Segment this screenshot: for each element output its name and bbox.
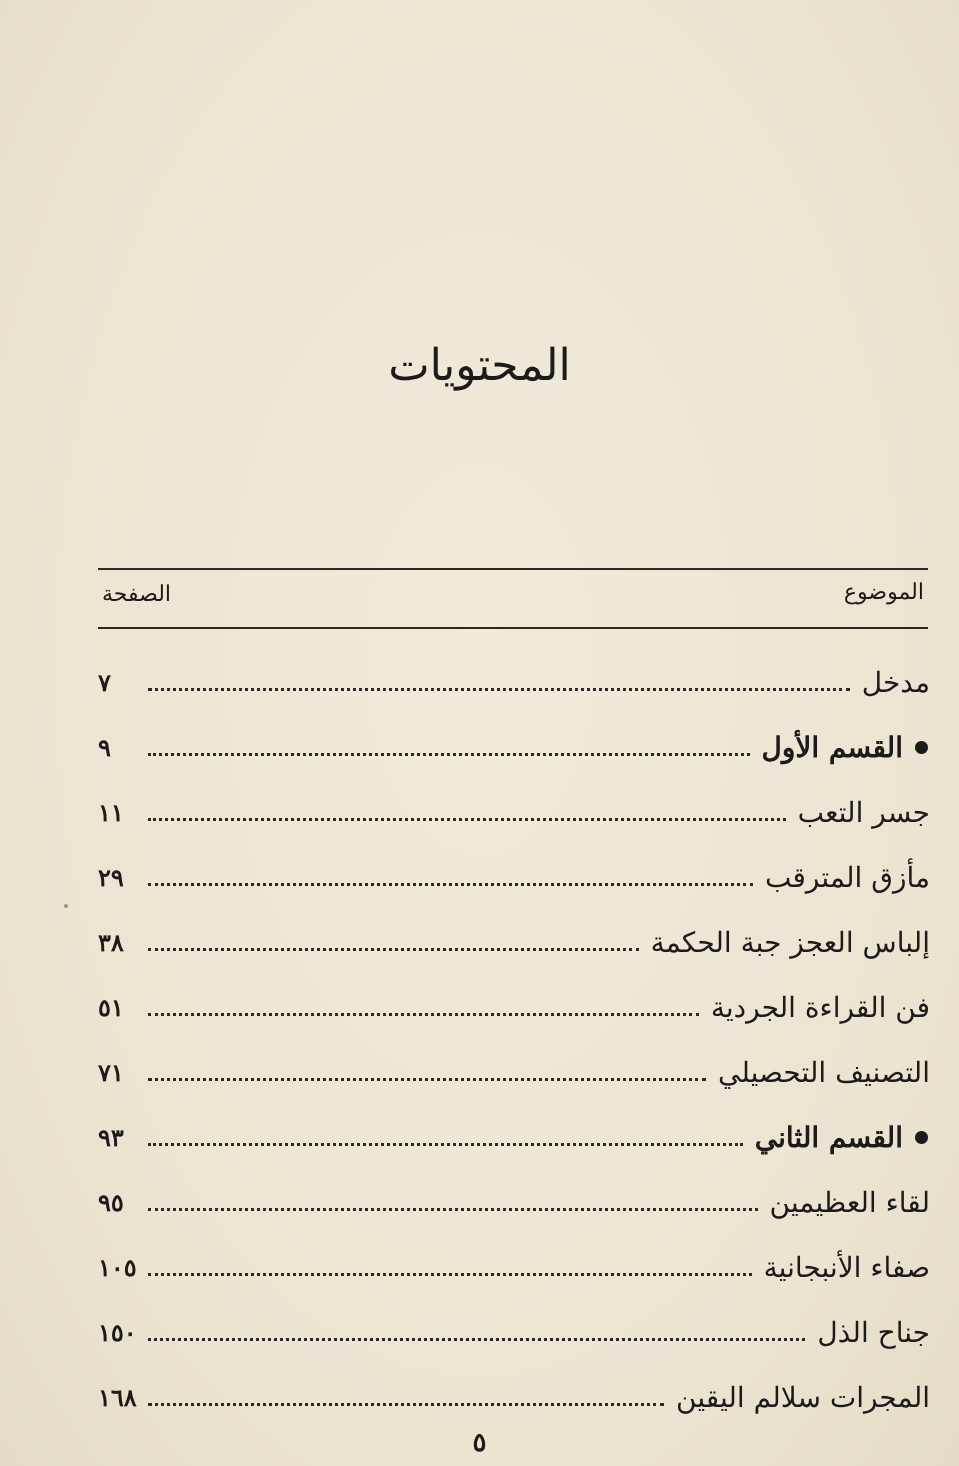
toc-entry-row — [98, 650, 930, 715]
toc-page-number: ٩٥ — [98, 1188, 124, 1217]
toc-entry-title: لقاء العظيمين — [769, 1186, 930, 1219]
page-title: المحتويات — [388, 340, 571, 391]
toc-page-number: ١٦٨ — [98, 1383, 137, 1412]
table-of-contents — [98, 650, 930, 1430]
page-number: ٥ — [472, 1428, 487, 1458]
toc-page-number: ١١ — [98, 798, 124, 827]
toc-entry-row — [98, 1235, 930, 1300]
toc-entry-row — [98, 845, 930, 910]
bullet-icon — [915, 741, 928, 754]
topic-column-label: الموضوع — [843, 580, 924, 605]
toc-page-number: ٢٩ — [98, 863, 124, 892]
header-top-rule — [98, 568, 928, 570]
dot-leader — [148, 1013, 699, 1016]
toc-page-number: ٧١ — [98, 1058, 124, 1087]
toc-entry-title: جناح الذل — [817, 1316, 930, 1349]
toc-entry-row — [98, 1300, 930, 1365]
bullet-icon — [915, 1131, 928, 1144]
dot-leader — [148, 1273, 752, 1276]
toc-entry-title: المجرات سلالم اليقين — [676, 1381, 930, 1414]
toc-page-number: ٩٣ — [98, 1123, 124, 1152]
toc-section-row — [98, 715, 930, 780]
dot-leader — [148, 1403, 664, 1406]
page-column-label: الصفحة — [102, 582, 172, 607]
dot-leader — [148, 1208, 758, 1211]
toc-entry-row — [98, 1170, 930, 1235]
toc-entry-row — [98, 975, 930, 1040]
toc-entry-row — [98, 780, 930, 845]
toc-page-number: ٥١ — [98, 993, 124, 1022]
toc-entry-row — [98, 910, 930, 975]
toc-page-number: ٧ — [98, 668, 111, 697]
toc-entry-title: صفاء الأنبجانية — [763, 1251, 930, 1284]
dot-leader — [148, 1078, 706, 1081]
toc-entry-row — [98, 1040, 930, 1105]
dot-leader — [148, 883, 753, 886]
toc-page-number: ١٥٠ — [98, 1318, 137, 1347]
header-bottom-rule — [98, 627, 928, 629]
toc-page-number: ١٠٥ — [98, 1253, 137, 1282]
toc-entry-title: مدخل — [861, 666, 930, 699]
toc-entry-row — [98, 1365, 930, 1430]
toc-entry-title: التصنيف التحصيلي — [718, 1056, 930, 1089]
toc-section-row — [98, 1105, 930, 1170]
toc-page-number: ٩ — [98, 733, 111, 762]
toc-entry-title: مأزق المترقب — [765, 861, 930, 894]
dot-leader — [148, 753, 750, 756]
toc-entry-title: إلباس العجز جبة الحكمة — [650, 926, 930, 959]
dot-leader — [148, 948, 639, 951]
toc-entry-title: فن القراءة الجردية — [710, 991, 930, 1024]
dot-leader — [148, 818, 786, 821]
dot-leader — [148, 688, 850, 691]
paper-speck — [64, 904, 68, 908]
dot-leader — [148, 1143, 743, 1146]
toc-header — [98, 574, 928, 622]
toc-entry-title: القسم الثاني — [754, 1121, 903, 1154]
toc-entry-title: جسر التعب — [797, 796, 930, 829]
toc-entry-title: القسم الأول — [761, 731, 903, 764]
toc-page-number: ٣٨ — [98, 928, 124, 957]
dot-leader — [148, 1338, 805, 1341]
